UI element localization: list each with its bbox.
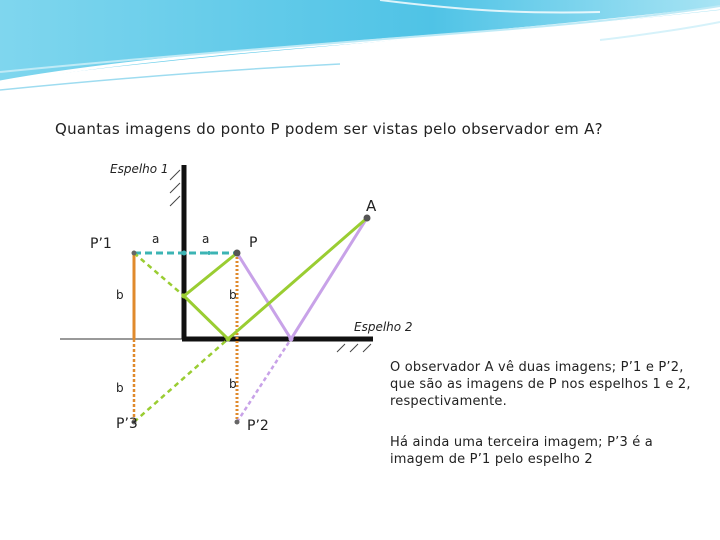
foot-mirror1 (182, 251, 187, 256)
label-point: P (249, 235, 258, 251)
label-observer: A (366, 197, 377, 215)
label-image1: P’1 (90, 236, 112, 252)
point-p2 (235, 420, 240, 425)
ray-p2-dashed (237, 339, 291, 422)
label-mirror1: Espelho 1 (110, 162, 169, 176)
label-b-lower-right: b (229, 377, 237, 391)
point-p1 (132, 251, 137, 256)
explanation-paragraph-1: O observador A vê duas imagens; P’1 e P’2, que são as imagens de P nos espelhos 1 e 2, respectivamente. (390, 360, 691, 409)
label-a-right: a (202, 232, 210, 246)
ray-p3-dashed (134, 339, 228, 422)
ray-via-mirror1 (184, 218, 367, 339)
label-mirror2: Espelho 2 (354, 320, 413, 334)
label-b-right: b (229, 288, 237, 302)
explanation-paragraph-2: Há ainda uma terceira imagem; P’3 é a imagem de P’1 pelo espelho 2 (390, 435, 653, 467)
question-text: Quantas imagens do ponto P podem ser vistas pelo observador em A? (55, 120, 603, 138)
label-a-left: a (152, 232, 160, 246)
label-image3: P’3 (116, 416, 138, 432)
mirror2-hatch (337, 344, 371, 352)
mark-a (207, 251, 211, 255)
mirror1-hatch (170, 170, 180, 206)
point-p (234, 250, 241, 257)
label-b-left: b (116, 288, 124, 302)
label-b-lower-left: b (116, 381, 124, 395)
label-image2: P’2 (247, 418, 269, 434)
ray-p1-dashed (134, 253, 184, 296)
point-a (364, 215, 371, 222)
